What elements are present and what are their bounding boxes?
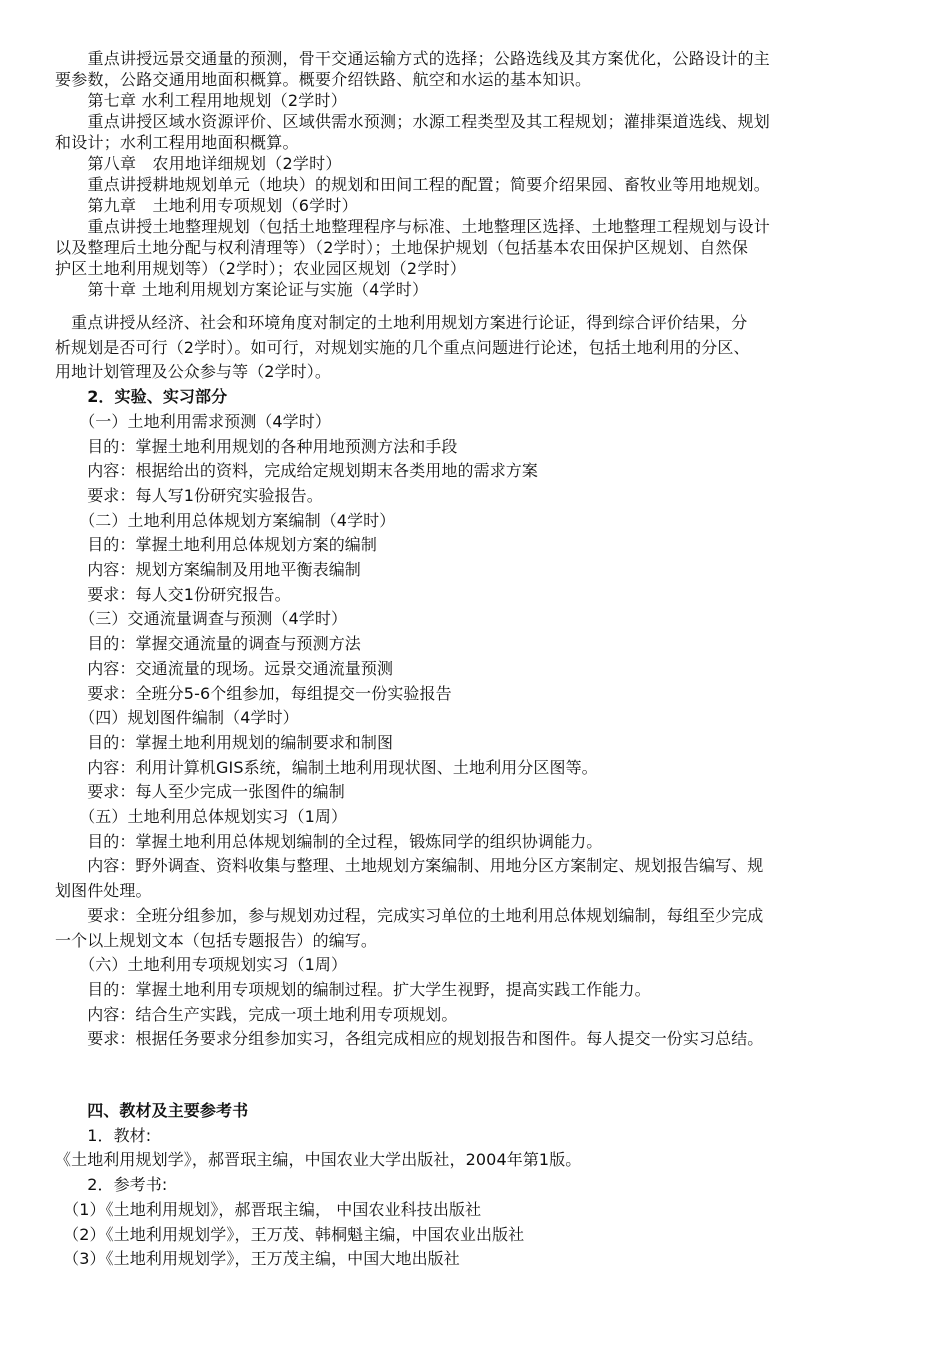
- text-line: 划图件处理。: [55, 881, 152, 901]
- experiments-section: [55, 311, 897, 1052]
- text-line: 内容：根据给出的资料，完成给定规划期末各类用地的需求方案: [55, 461, 539, 481]
- text-line: 和设计；水利工程用地面积概算。: [55, 133, 299, 152]
- text-line: 目的：掌握土地利用规划的编制要求和制图: [55, 732, 394, 752]
- text-line: 目的：掌握土地利用专项规划的编制过程。扩大学生视野，提高实践工作能力。: [55, 979, 651, 999]
- chapter-descriptions: [55, 48, 897, 300]
- reference-item: （3）《土地利用规划学》，王万茂主编，中国大地出版社: [55, 1249, 460, 1269]
- text-line: 要参数，公路交通用地面积概算。概要介绍铁路、航空和水运的基本知识。: [55, 70, 592, 89]
- experiment-title: （六）土地利用专项规划实习（1周）: [55, 955, 348, 975]
- chapter-8-heading: 第八章 农用地详细规划（2学时）: [55, 154, 342, 173]
- text-line: 内容：规划方案编制及用地平衡表编制: [55, 560, 361, 580]
- text-line: 目的：掌握交通流量的调查与预测方法: [55, 634, 361, 654]
- references-label: 2．参考书:: [55, 1175, 168, 1195]
- text-line: 要求：全班分5-6个组参加，每组提交一份实验报告: [55, 683, 452, 703]
- textbooks-section: [55, 1099, 897, 1272]
- text-line: 要求：每人至少完成一张图件的编制: [55, 782, 345, 802]
- experiment-title: （四）规划图件编制（4学时）: [55, 708, 299, 728]
- text-line: 用地计划管理及公众参与等（2学时）。: [55, 362, 331, 382]
- section-heading: 四、教材及主要参考书: [55, 1101, 249, 1120]
- text-line: 重点讲授耕地规划单元（地块）的规划和田间工程的配置；简要介绍果园、畜牧业等用地规划。: [55, 175, 771, 194]
- text-line: 要求：每人写1份研究实验报告。: [55, 485, 323, 505]
- text-line: 析规划是否可行（2学时）。如可行，对规划实施的几个重点问题进行论述，包括土地利用的分区、: [55, 337, 750, 357]
- reference-item: （1）《土地利用规划》，郝晋珉主编， 中国农业科技出版社: [55, 1199, 482, 1219]
- experiment-title: （三）交通流量调查与预测（4学时）: [55, 609, 348, 629]
- experiment-title: （一）土地利用需求预测（4学时）: [55, 411, 331, 431]
- text-line: 重点讲授土地整理规划（包括土地整理程序与标准、土地整理区选择、土地整理工程规划与设计: [55, 217, 771, 236]
- text-line: 目的：掌握土地利用总体规划编制的全过程，锻炼同学的组织协调能力。: [55, 831, 603, 851]
- text-line: 重点讲授区域水资源评价、区域供需水预测；水源工程类型及其工程规划；灌排渠道选线、规划: [55, 112, 771, 131]
- textbook-label: 1．教材:: [55, 1125, 152, 1145]
- text-line: 护区土地利用规划等）（2学时）；农业园区规划（2学时）: [55, 259, 467, 278]
- section-heading: 2．实验、实习部分: [55, 387, 228, 407]
- text-line: 重点讲授远景交通量的预测，骨干交通运输方式的选择；公路选线及其方案优化，公路设计的主: [55, 49, 771, 68]
- text-line: 内容：野外调查、资料收集与整理、土地规划方案编制、用地分区方案制定、规划报告编写、规: [55, 856, 764, 876]
- text-line: 要求：根据任务要求分组参加实习，各组完成相应的规划报告和图件。每人提交一份实习总结。: [55, 1029, 764, 1049]
- experiment-title: （二）土地利用总体规划方案编制（4学时）: [55, 510, 396, 530]
- text-line: 内容：结合生产实践，完成一项土地利用专项规划。: [55, 1004, 458, 1024]
- text-line: 要求：每人交1份研究报告。: [55, 584, 291, 604]
- text-line: 内容：利用计算机GIS系统，编制土地利用现状图、土地利用分区图等。: [55, 757, 598, 777]
- text-line: 目的：掌握土地利用规划的各种用地预测方法和手段: [55, 436, 458, 456]
- text-line: 重点讲授从经济、社会和环境角度对制定的土地利用规划方案进行论证，得到综合评价结果，分: [55, 313, 748, 332]
- chapter-10-heading: 第十章 土地利用规划方案论证与实施（4学时）: [55, 280, 429, 299]
- text-line: 要求：全班分组参加，参与规划劝过程，完成实习单位的土地利用总体规划编制，每组至少完成: [55, 905, 764, 925]
- text-line: 以及整理后土地分配与权利清理等）（2学时）；土地保护规划（包括基本农田保护区规划、自然保: [55, 238, 749, 257]
- reference-item: （2）《土地利用规划学》，王万茂、韩桐魁主编，中国农业出版社: [55, 1224, 525, 1244]
- text-line: 目的：掌握土地利用总体规划方案的编制: [55, 535, 378, 555]
- text-line: 一个以上规划文本（包括专题报告）的编写。: [55, 930, 378, 950]
- textbook-entry: 《土地利用规划学》，郝晋珉主编，中国农业大学出版社，2004年第1版。: [55, 1150, 582, 1170]
- experiment-title: （五）土地利用总体规划实习（1周）: [55, 807, 348, 827]
- text-line: 内容：交通流量的现场。远景交通流量预测: [55, 658, 394, 678]
- chapter-9-heading: 第九章 土地利用专项规划（6学时）: [55, 196, 358, 215]
- chapter-7-heading: 第七章 水利工程用地规划（2学时）: [55, 91, 348, 110]
